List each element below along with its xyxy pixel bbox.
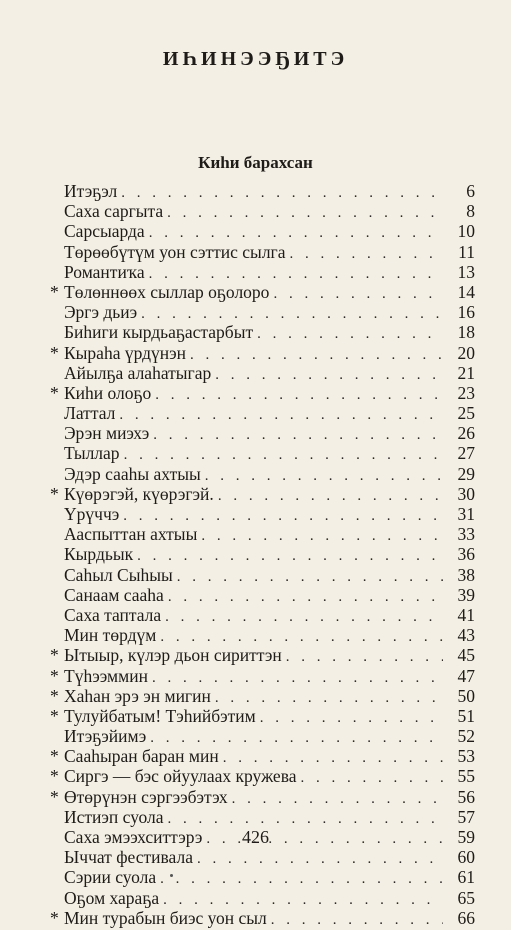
entry-title: Киһи олоҕо	[64, 382, 152, 403]
entry-page-number: 38	[457, 564, 475, 585]
entry-page-number: 23	[457, 382, 475, 403]
entry-page-number: 39	[457, 584, 475, 605]
toc-entry	[50, 464, 475, 484]
entry-title: Сарсыарда	[64, 221, 145, 242]
entry-page-number: 13	[457, 261, 475, 282]
entry-page-number: 14	[457, 281, 475, 302]
entry-title: Биһиги кырдьаҕастарбыт	[64, 322, 254, 343]
entry-title: Кырдьык	[64, 544, 134, 565]
entry-title: Мин турабын биэс уон сыл	[64, 907, 267, 928]
dot-leader	[201, 526, 443, 546]
entry-marker: *	[50, 645, 59, 666]
entry-marker: *	[50, 766, 59, 787]
toc-entry	[50, 847, 475, 867]
entry-page-number: 30	[457, 483, 475, 504]
toc-entry	[50, 504, 475, 524]
toc-entry	[50, 766, 475, 786]
entry-title: Саха саргыта	[64, 201, 164, 222]
toc-entry	[50, 363, 475, 383]
dot-leader	[257, 324, 443, 344]
entry-page-number: 21	[457, 362, 475, 383]
entry-marker: *	[50, 665, 59, 686]
entry-title: Оҕом хараҕа	[64, 887, 160, 908]
entry-title: Ыччат фестивала	[64, 847, 193, 868]
toc-entry	[50, 443, 475, 463]
dot-leader	[141, 304, 443, 324]
entry-page-number: 52	[457, 726, 475, 747]
entry-marker: *	[50, 342, 59, 363]
entry-marker: *	[50, 483, 59, 504]
dot-leader	[121, 183, 443, 203]
toc-entry	[50, 322, 475, 342]
entry-marker: *	[50, 705, 59, 726]
dot-leader	[124, 445, 443, 465]
entry-page-number: 45	[457, 645, 475, 666]
entry-title: Саһыл Сыһыы	[64, 564, 173, 585]
toc-entry	[50, 625, 475, 645]
toc-entry	[50, 908, 475, 928]
table-of-contents	[50, 181, 475, 928]
dot-leader	[177, 567, 443, 587]
entry-title: Хаһан эрэ эн мигин	[64, 685, 211, 706]
entry-page-number: 47	[457, 665, 475, 686]
entry-title: Эрэн миэхэ	[64, 423, 150, 444]
entry-title: Тыллар	[64, 443, 120, 464]
dot-leader	[286, 647, 443, 667]
entry-title: Күөрэгэй, күөрэгэй.	[64, 483, 214, 504]
entry-title: Кыраһа үрдүнэн	[64, 342, 187, 363]
toc-entry	[50, 726, 475, 746]
dot-leader	[165, 607, 443, 627]
toc-entry	[50, 302, 475, 322]
toc-entry	[50, 383, 475, 403]
page-number: 426	[242, 827, 269, 847]
dot-leader	[205, 466, 443, 486]
section-title: Киһи барахсан	[198, 153, 313, 172]
toc-entry	[50, 585, 475, 605]
toc-entry	[50, 282, 475, 302]
entry-page-number: 53	[457, 746, 475, 767]
dot-leader	[301, 768, 444, 788]
entry-page-number: 20	[457, 342, 475, 363]
toc-entry	[50, 181, 475, 201]
entry-page-number: 31	[457, 504, 475, 524]
toc-entry	[50, 403, 475, 423]
dot-leader	[215, 365, 443, 385]
dot-leader	[149, 223, 443, 243]
entry-marker: *	[50, 382, 59, 403]
entry-page-number: 60	[457, 847, 475, 868]
toc-entry	[50, 645, 475, 665]
entry-title: Төрөөбүтүм уон сэттис сылга	[64, 241, 286, 262]
toc-entry	[50, 565, 475, 585]
entry-page-number: 41	[457, 604, 475, 625]
entry-marker: *	[50, 281, 59, 302]
entry-title: Тулуйбатым! Тэһийбэтим	[64, 705, 256, 726]
entry-title: Үрүччэ	[64, 504, 120, 524]
toc-entry	[50, 605, 475, 625]
entry-page-number: 33	[457, 524, 475, 545]
entry-marker: *	[50, 685, 59, 706]
entry-page-number: 27	[457, 443, 475, 464]
entry-page-number: 29	[457, 463, 475, 484]
toc-entry	[50, 484, 475, 504]
entry-page-number: 43	[457, 625, 475, 646]
entry-page-number: 50	[457, 685, 475, 706]
entry-title: Сэрии суола	[64, 867, 157, 888]
entry-marker: *	[50, 746, 59, 767]
toc-entry	[50, 201, 475, 221]
entry-page-number: 6	[466, 181, 475, 201]
entry-title: Романтиҡа	[64, 261, 145, 282]
entry-title: Эргэ дьиэ	[64, 302, 138, 323]
entry-title: Итэҕэйимэ	[64, 726, 147, 747]
entry-page-number: 57	[457, 806, 475, 827]
dot-leader	[150, 728, 443, 748]
dot-leader	[232, 789, 443, 809]
dot-leader	[218, 486, 443, 506]
entry-title: Латтал	[64, 403, 116, 424]
entry-title: Эдэр сааһы ахтыы	[64, 463, 201, 484]
entry-title: Ааспыттан ахтыы	[64, 524, 198, 545]
dot-leader	[123, 506, 443, 526]
entry-page-number: 25	[457, 403, 475, 424]
dot-leader	[137, 546, 443, 566]
dot-leader	[290, 244, 444, 264]
toc-entry	[50, 666, 475, 686]
entry-page-number: 59	[457, 827, 475, 847]
dot-leader	[155, 385, 443, 405]
entry-page-number: 55	[457, 766, 475, 787]
entry-page-number: 56	[457, 786, 475, 807]
entry-page-number: 66	[457, 907, 475, 928]
entry-title: Итэҕэл	[64, 181, 118, 201]
entry-title: Өтөрүнэн сэргээбэтэх	[64, 786, 228, 807]
entry-marker: *	[50, 907, 59, 928]
dot-leader	[149, 264, 443, 284]
entry-page-number: 18	[457, 322, 475, 343]
toc-entry	[50, 807, 475, 827]
entry-page-number: 11	[458, 241, 475, 262]
toc-entry	[50, 888, 475, 908]
toc-entry	[50, 524, 475, 544]
toc-entry	[50, 746, 475, 766]
entry-title: Ытыыр, күлэр дьон сириттэн	[64, 645, 282, 666]
toc-entry	[50, 867, 475, 887]
dot-leader	[223, 748, 443, 768]
entry-title: Саха таптала	[64, 604, 162, 625]
entry-title: Санаам сааһа	[64, 584, 164, 605]
entry-title: Истиэп суола	[64, 806, 164, 827]
entry-title: Түһээммин	[64, 665, 148, 686]
entry-page-number: 51	[457, 705, 475, 726]
entry-title: Мин төрдүм	[64, 625, 157, 646]
entry-title: Айылҕа алаһатыгар	[64, 362, 212, 383]
entry-title: Сааһыран баран мин	[64, 746, 219, 767]
entry-page-number: 10	[457, 221, 475, 242]
dot-leader	[271, 910, 443, 930]
dot-leader	[168, 587, 443, 607]
toc-entry	[50, 221, 475, 241]
dot-leader	[197, 849, 443, 869]
toc-entry	[50, 787, 475, 807]
dot-leader	[153, 425, 443, 445]
entry-title: Саха эмээхситтэрэ	[64, 827, 203, 847]
toc-entry	[50, 686, 475, 706]
entry-title: Төлөннөөх сыллар оҕолоро	[64, 281, 270, 302]
entry-page-number: 8	[466, 201, 475, 222]
toc-entry	[50, 242, 475, 262]
dot-leader	[273, 284, 443, 304]
toc-entry	[50, 262, 475, 282]
dot-leader	[190, 345, 443, 365]
dot-leader	[119, 405, 443, 425]
toc-entry	[50, 343, 475, 363]
entry-title: Сиргэ — бэс ойуулаах кружева	[64, 766, 297, 787]
page-header: ИҺИНЭЭҔИТЭ	[162, 48, 349, 70]
entry-marker: *	[50, 786, 59, 807]
dot-leader	[167, 203, 443, 223]
toc-entry	[50, 423, 475, 443]
entry-page-number: 16	[457, 302, 475, 323]
dot-leader	[160, 869, 443, 889]
dot-leader	[168, 809, 443, 829]
dot-leader	[160, 627, 443, 647]
print-speck	[170, 874, 173, 877]
toc-entry	[50, 544, 475, 564]
dot-leader	[152, 668, 443, 688]
dot-leader	[215, 688, 443, 708]
entry-page-number: 61	[457, 867, 475, 888]
entry-page-number: 36	[457, 544, 475, 565]
entry-page-number: 65	[457, 887, 475, 908]
dot-leader	[260, 708, 443, 728]
entry-page-number: 26	[457, 423, 475, 444]
toc-entry	[50, 706, 475, 726]
